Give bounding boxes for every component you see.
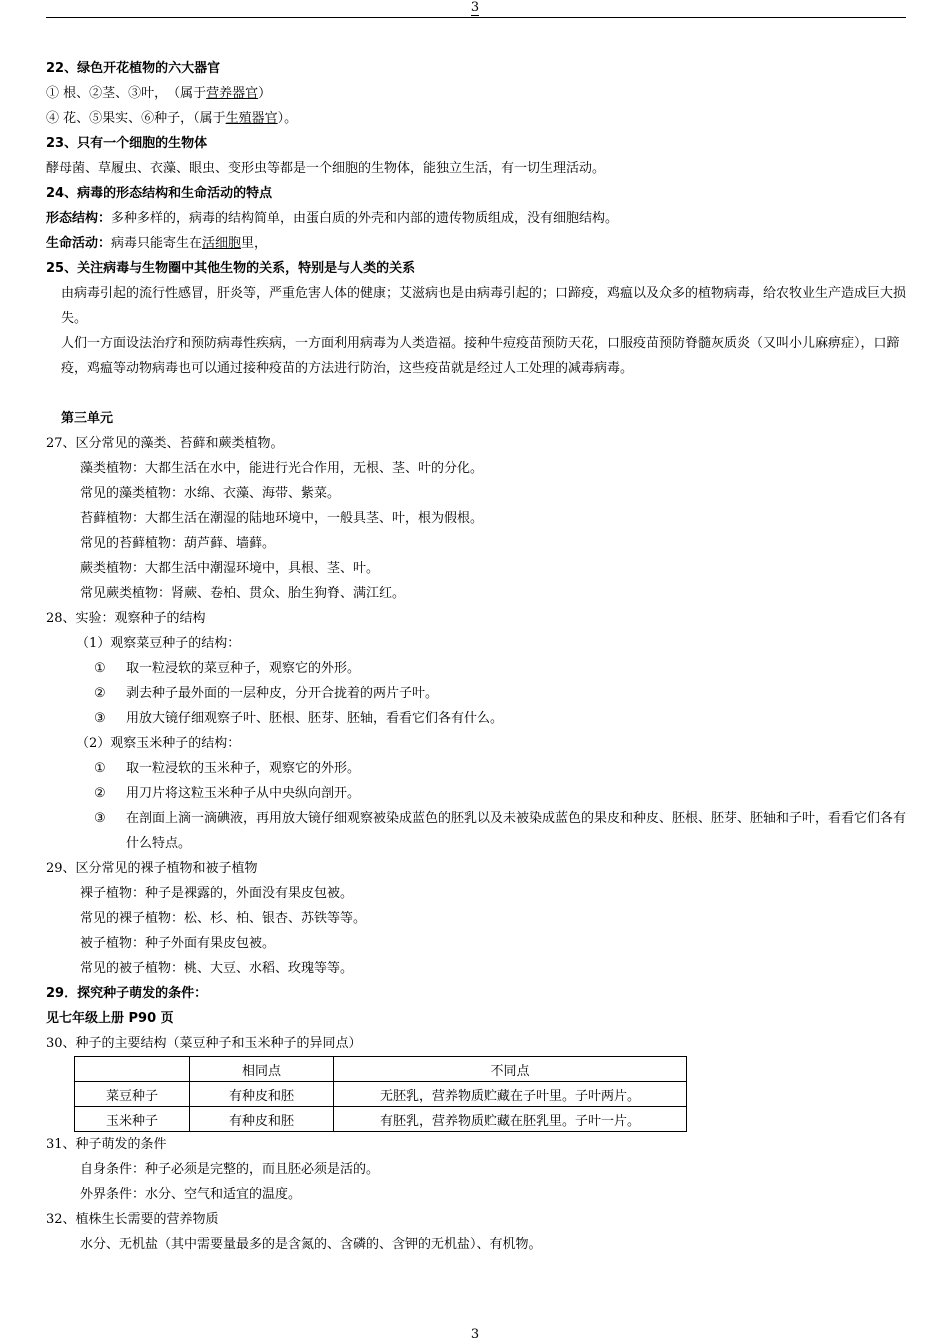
section-27-line: 常见的苔藓植物：葫芦藓、墙藓。 [80, 536, 276, 551]
table-cell: 有种皮和胚 [190, 1107, 334, 1132]
section-32-title: 32、植株生长需要的营养物质 [46, 1212, 219, 1227]
section-27-line: 藻类植物：大都生活在水中，能进行光合作用，无根、茎、叶的分化。 [80, 461, 484, 476]
section-24-title: 24、病毒的形态结构和生命活动的特点 [46, 186, 273, 201]
section-29-line: 常见的裸子植物：松、杉、柏、银杏、苏铁等等。 [80, 911, 367, 926]
step-item: ② 剥去种子最外面的一层种皮，分开合拢着的两片子叶。 [94, 686, 439, 701]
section-24-form: 形态结构：多种多样的，病毒的结构简单，由蛋白质的外壳和内部的遗传物质组成，没有细胞结构。 [46, 211, 619, 226]
table-row [75, 1107, 687, 1132]
step-item: ① 取一粒浸软的菜豆种子，观察它的外形。 [94, 661, 361, 676]
unit-3-heading: 第三单元 [61, 411, 114, 426]
section-32-text: 水分、无机盐（其中需要量最多的是含氮的、含磷的、含钾的无机盐）、有机物。 [80, 1237, 542, 1252]
section-29-line: 常见的被子植物：桃、大豆、水稻、玫瑰等等。 [80, 961, 354, 976]
section-25-paragraph-2: 人们一方面设法治疗和预防病毒性疾病，一方面利用病毒为人类造福。接种牛痘疫苗预防天花，口服疫苗预防脊髓灰质炎（又叫小儿麻痹症），口蹄疫，鸡瘟等动物病毒也可以通过接种疫苗的方法进行防治，这些疫苗就是经过人工处理的减毒病毒。 [61, 336, 900, 376]
table-cell: 有种皮和胚 [190, 1082, 334, 1107]
section-27-line: 常见的藻类植物：水绵、衣藻、海带、紫菜。 [80, 486, 341, 501]
step-item: ① 取一粒浸软的玉米种子，观察它的外形。 [94, 761, 361, 776]
table-header-cell [75, 1057, 190, 1082]
section-24-life: 生命活动：病毒只能寄生在活细胞里， [46, 236, 268, 251]
section-27-line: 蕨类植物：大都生活中潮湿环境中，具根、茎、叶。 [80, 561, 380, 576]
section-27-line: 苔藓植物：大都生活在潮湿的陆地环境中，一般具茎、叶，根为假根。 [80, 511, 484, 526]
document-body [46, 56, 906, 1257]
section-25-paragraph-1: 由病毒引起的流行性感冒，肝炎等，严重危害人体的健康；艾滋病也是由病毒引起的；口蹄疫，鸡瘟以及众多的植物病毒，给农牧业生产造成巨大损失。 [61, 286, 907, 326]
section-31-line: 外界条件：水分、空气和适宜的温度。 [80, 1187, 302, 1202]
section-29b-title: 29．探究种子萌发的条件： [46, 986, 208, 1001]
section-28-sub-2: （2）观察玉米种子的结构： [76, 736, 241, 751]
section-29-title: 29、区分常见的裸子植物和被子植物 [46, 861, 258, 876]
section-28-title: 28、实验：观察种子的结构 [46, 611, 206, 626]
table-cell: 有胚乳，营养物质贮藏在胚乳里。子叶一片。 [334, 1107, 687, 1132]
section-23-text: 酵母菌、草履虫、衣藻、眼虫、变形虫等都是一个细胞的生物体，能独立生活，有一切生理活动。 [46, 161, 606, 176]
section-28-sub-1: （1）观察菜豆种子的结构： [76, 636, 241, 651]
table-cell: 玉米种子 [75, 1107, 190, 1132]
section-22-title: 22、绿色开花植物的六大器官 [46, 61, 221, 76]
table-row [75, 1082, 687, 1107]
table-header-cell: 不同点 [334, 1057, 687, 1082]
header-rule [46, 17, 906, 18]
table-header-row [75, 1057, 687, 1082]
section-23-title: 23、只有一个细胞的生物体 [46, 136, 208, 151]
section-31-title: 31、种子萌发的条件 [46, 1137, 167, 1152]
section-27-title: 27、区分常见的藻类、苔藓和蕨类植物。 [46, 436, 284, 451]
section-22-line-1: ① 根、②茎、③叶， （属于营养器官） [46, 86, 272, 101]
section-29-line: 被子植物：种子外面有果皮包被。 [80, 936, 276, 951]
step-item: ② 用刀片将这粒玉米种子从中央纵向剖开。 [94, 786, 361, 801]
step-item: ③ 在剖面上滴一滴碘液，再用放大镜仔细观察被染成蓝色的胚乳以及未被染成蓝色的果皮和种皮、胚根、胚芽、胚轴和子叶，看看它们各有什么特点。 [94, 811, 907, 851]
page-number-bottom: 3 [470, 1327, 480, 1342]
section-31-line: 自身条件：种子必须是完整的，而且胚必须是活的。 [80, 1162, 380, 1177]
table-cell: 菜豆种子 [75, 1082, 190, 1107]
section-29b-reference: 见七年级上册 P90 页 [46, 1011, 174, 1026]
step-item: ③ 用放大镜仔细观察子叶、胚根、胚芽、胚轴，看看它们各有什么。 [94, 711, 504, 726]
seed-comparison-table [74, 1056, 687, 1132]
table-header-cell: 相同点 [190, 1057, 334, 1082]
section-30-title: 30、种子的主要结构（菜豆种子和玉米种子的异同点） [46, 1036, 362, 1051]
section-22-line-2: ④ 花、⑤果实、⑥种子，（属于生殖器官）。 [46, 111, 298, 126]
table-cell: 无胚乳，营养物质贮藏在子叶里。子叶两片。 [334, 1082, 687, 1107]
page-number-top: 3 [470, 0, 480, 15]
section-29-line: 裸子植物：种子是裸露的，外面没有果皮包被。 [80, 886, 354, 901]
section-27-line: 常见蕨类植物：肾蕨、卷柏、贯众、胎生狗脊、满江红。 [80, 586, 406, 601]
section-25-title: 25、关注病毒与生物圈中其他生物的关系，特别是与人类的关系 [46, 261, 416, 276]
